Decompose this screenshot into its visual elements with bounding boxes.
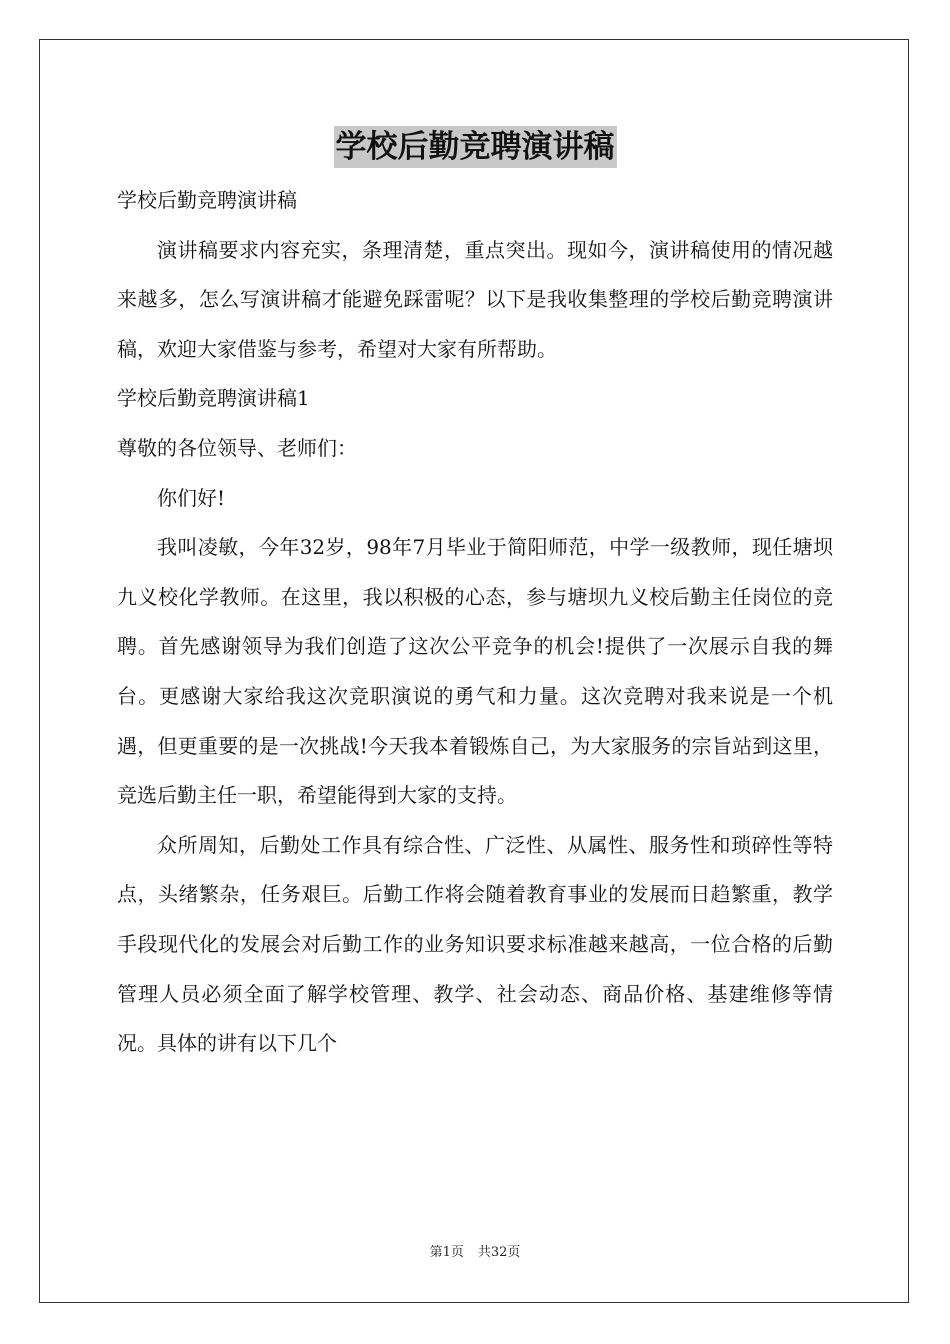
document-body	[117, 176, 833, 1069]
greeting-paragraph: 你们好!	[157, 485, 226, 510]
body-paragraph: 众所周知，后勤处工作具有综合性、广泛性、从属性、服务性和琐碎性等特点，头绪繁杂，任务艰巨。后勤工作将会随着教育事业的发展而日趋繁重，教学手段现代化的发展会对后勤工作的业务知识要求标准越来越高，一位合格的后勤管理人员必须全面了解学校管理、教学、社会动态、商品价格、基建维修等情况。具体的讲有以下几个	[117, 832, 833, 1056]
salutation-paragraph: 尊敬的各位领导、老师们：	[117, 435, 357, 460]
body-paragraph: 我叫凌敏，今年32岁，98年7月毕业于简阳师范，中学一级教师，现任塘坝九义校化学教师。在这里，我以积极的心态，参与塘坝九义校后勤主任岗位的竞聘。首先感谢领导为我们创造了这次公平竞争的机会!提供了一次展示自我的舞台。更感谢大家给我这次竞职演说的勇气和力量。这次竞聘对我来说是一个机遇，但更重要的是一次挑战!今天我本着锻炼自己，为大家服务的宗旨站到这里，竞选后勤主任一职，希望能得到大家的支持。	[117, 535, 833, 808]
page-footer	[0, 1244, 950, 1262]
section-heading: 学校后勤竞聘演讲稿1	[117, 386, 310, 411]
page-total: 共32页	[477, 1245, 521, 1260]
page-number: 第1页	[429, 1245, 464, 1260]
title-container	[0, 126, 950, 168]
subtitle-paragraph: 学校后勤竞聘演讲稿	[117, 188, 297, 212]
document-title: 学校后勤竞聘演讲稿	[334, 126, 617, 168]
intro-paragraph: 演讲稿要求内容充实，条理清楚，重点突出。现如今，演讲稿使用的情况越来越多，怎么写演讲稿才能避免踩雷呢？以下是我收集整理的学校后勤竞聘演讲稿，欢迎大家借鉴与参考，希望对大家有所帮助。	[117, 237, 833, 361]
